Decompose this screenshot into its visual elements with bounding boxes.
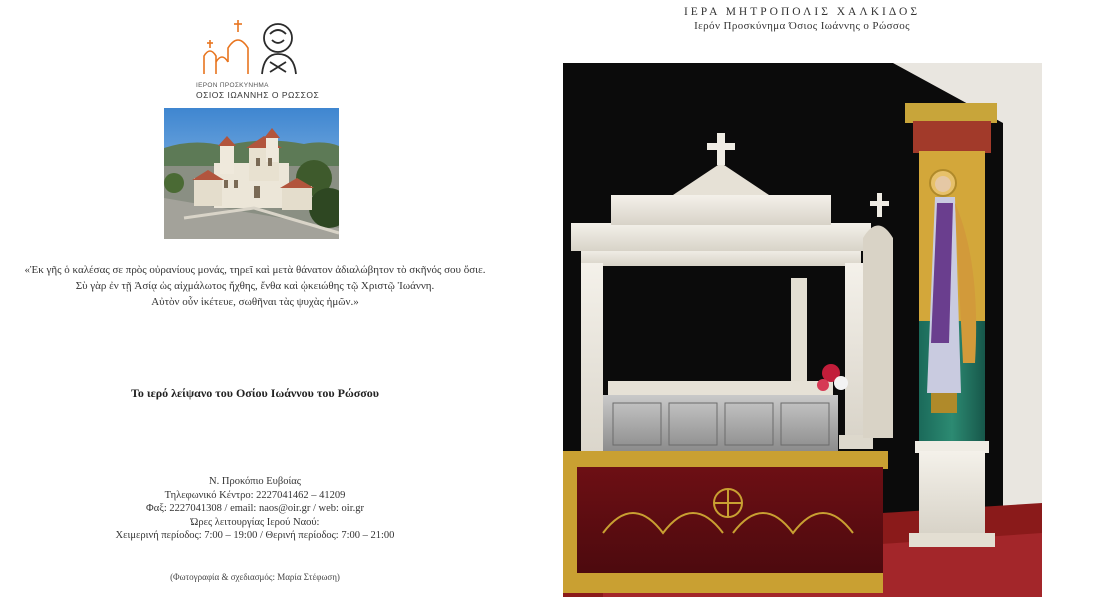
contact-fax-email-web: Φαξ: 2227041308 / email: naos@oir.gr / web: oir.gr bbox=[146, 503, 364, 515]
header-subtitle: Ιερόν Προσκύνημα Όσιος Ιωάννης ο Ρώσσος bbox=[694, 20, 910, 32]
contact-place: Ν. Προκόπιο Ευβοίας bbox=[209, 476, 301, 487]
hymn-line: «Ἐκ γῆς ὁ καλέσας σε πρὸς οὐρανίους μονάς, τηρεῖ καὶ μετὰ θάνατον ἀδιαλώβητον τὸ σκῆνός σου ὅσιε. bbox=[24, 264, 486, 276]
hours-text: Χειμερινή περίοδος: 7:00 – 19:00 / Θερινή περίοδος: 7:00 – 21:00 bbox=[115, 530, 395, 542]
hours-title: Ώρες λειτουργίας Ιερού Ναού: bbox=[190, 516, 320, 528]
contact-block bbox=[20, 475, 490, 543]
hymn-text bbox=[20, 262, 490, 310]
church-domes-icon bbox=[190, 12, 320, 84]
logo-text-name: ΟΣΙΟΣ ΙΩΑΝΝΗΣ Ο ΡΩΣΣΟΣ bbox=[196, 90, 320, 100]
relic-title: Το ιερό λείψανο του Οσίου Ιωάννου του Ρώσσου bbox=[130, 386, 380, 400]
hymn-line: Σὺ γὰρ ἐν τῇ Ἀσίᾳ ὡς αἰχμάλωτος ἤχθης, ἔνθα καὶ ᾠκειώθης τῷ Χριστῷ Ἰωάννη. bbox=[75, 280, 435, 292]
contact-phone: Τηλεφωνικό Κέντρο: 2227041462 – 41209 bbox=[164, 489, 346, 501]
photo-credit: (Φωτογραφία & σχεδιασμός: Μαρία Στέφωση) bbox=[170, 572, 340, 582]
header-title: ΙΕΡΑ ΜΗΤΡΟΠΟΛΙΣ ΧΑΛΚΙΔΟΣ bbox=[683, 6, 921, 18]
church-photo bbox=[164, 108, 339, 239]
reliquary-photo bbox=[563, 63, 1042, 597]
shrine-logo bbox=[190, 12, 320, 100]
logo-text-top: ΙΕΡΟΝ ΠΡΟΣΚΥΝΗΜΑ bbox=[196, 82, 269, 89]
hymn-line: Αὐτὸν οὖν ἱκέτευε, σωθῆναι τὰς ψυχὰς ἡμῶν.» bbox=[151, 296, 359, 308]
